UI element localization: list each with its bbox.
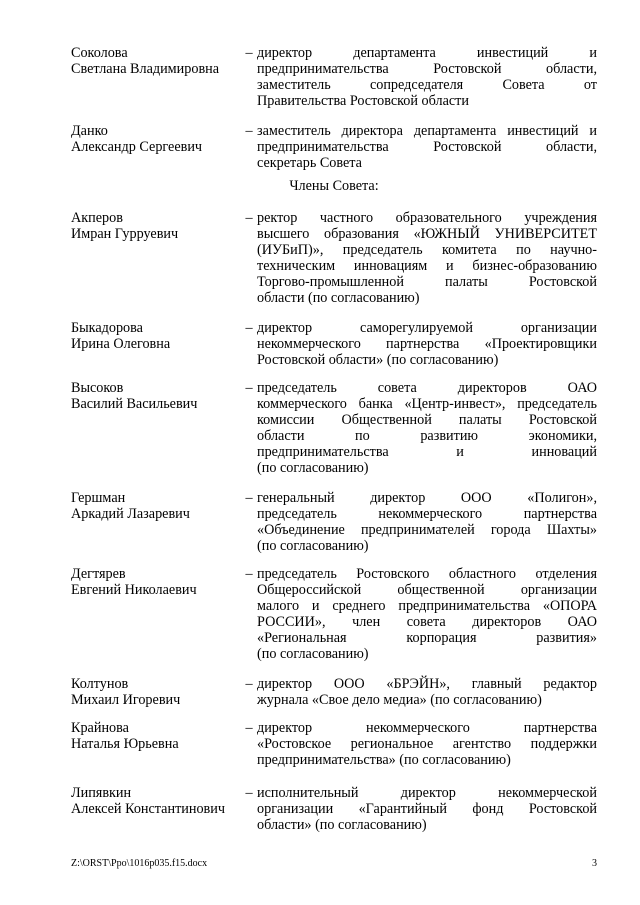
position-line: коммерческого банка «Центр-инвест», председатель bbox=[257, 396, 597, 412]
position-line: Общероссийской общественной организации bbox=[257, 582, 597, 598]
person-given-name: Светлана Владимировна bbox=[71, 61, 220, 77]
position-line: заместитель сопредседателя Совета от bbox=[257, 77, 597, 93]
position-line: «Региональная корпорация развития» bbox=[257, 630, 597, 646]
position-line: Ростовской области» (по согласованию) bbox=[257, 352, 499, 368]
person-position bbox=[257, 320, 597, 368]
position-line: ректор частного образовательного учреждения bbox=[257, 210, 597, 226]
person-given-name: Наталья Юрьевна bbox=[71, 736, 179, 752]
person-surname: Дегтярев bbox=[71, 566, 126, 582]
person-position bbox=[257, 123, 597, 171]
person-given-name: Василий Васильевич bbox=[71, 396, 198, 412]
person-surname: Колтунов bbox=[71, 676, 129, 692]
position-line: предпринимательства» (по согласованию) bbox=[257, 752, 511, 768]
position-line: Правительства Ростовской области bbox=[257, 93, 469, 109]
person-name bbox=[71, 320, 241, 352]
person-surname: Крайнова bbox=[71, 720, 129, 736]
person-surname: Быкадорова bbox=[71, 320, 143, 336]
position-line: (по согласованию) bbox=[257, 538, 369, 554]
entry-dash: – bbox=[245, 380, 253, 396]
person-surname: Липявкин bbox=[71, 785, 132, 801]
position-line: председатель некоммерческого партнерства bbox=[257, 506, 597, 522]
person-position bbox=[257, 490, 597, 554]
person-name bbox=[71, 720, 241, 752]
person-name bbox=[71, 566, 241, 598]
position-line: РОССИИ», член совета директоров ОАО bbox=[257, 614, 597, 630]
person-given-name: Александр Сергеевич bbox=[71, 139, 203, 155]
person-name bbox=[71, 45, 241, 77]
entry-dash: – bbox=[245, 210, 253, 226]
position-line: предпринимательства и инноваций bbox=[257, 444, 597, 460]
position-line: (по согласованию) bbox=[257, 646, 369, 662]
entry-dash: – bbox=[245, 720, 253, 736]
position-line: директор департамента инвестиций и bbox=[257, 45, 597, 61]
entry-dash: – bbox=[245, 676, 253, 692]
person-name bbox=[71, 123, 241, 155]
position-line: высшего образования «ЮЖНЫЙ УНИВЕРСИТЕТ bbox=[257, 226, 597, 242]
position-line: предпринимательства Ростовской области, bbox=[257, 139, 597, 155]
person-name bbox=[71, 785, 241, 817]
position-line: Торгово-промышленной палаты Ростовской bbox=[257, 274, 597, 290]
person-surname: Данко bbox=[71, 123, 108, 139]
entry-dash: – bbox=[245, 123, 253, 139]
person-surname: Гершман bbox=[71, 490, 126, 506]
person-given-name: Ирина Олеговна bbox=[71, 336, 171, 352]
person-name bbox=[71, 676, 241, 708]
person-name bbox=[71, 490, 241, 522]
position-line: директор ООО «БРЭЙН», главный редактор bbox=[257, 676, 597, 692]
position-line: предпринимательства Ростовской области, bbox=[257, 61, 597, 77]
position-line: области (по согласованию) bbox=[257, 290, 420, 306]
entry-dash: – bbox=[245, 785, 253, 801]
person-position bbox=[257, 380, 597, 476]
position-line: области» (по согласованию) bbox=[257, 817, 427, 833]
position-line: техническим инновациям и бизнес-образованию bbox=[257, 258, 597, 274]
person-position bbox=[257, 566, 597, 662]
position-line: исполнительный директор некоммерческой bbox=[257, 785, 597, 801]
footer-page-number: 3 bbox=[592, 858, 597, 869]
position-line: директор некоммерческого партнерства bbox=[257, 720, 597, 736]
position-line: заместитель директора департамента инвестиций и bbox=[257, 123, 597, 139]
position-line: журнала «Свое дело медиа» (по согласованию) bbox=[257, 692, 542, 708]
person-surname: Соколова bbox=[71, 45, 128, 61]
person-name bbox=[71, 380, 241, 412]
position-line: некоммерческого партнерства «Проектировщики bbox=[257, 336, 597, 352]
position-line: председатель Ростовского областного отделения bbox=[257, 566, 597, 582]
position-line: директор саморегулируемой организации bbox=[257, 320, 597, 336]
entry-dash: – bbox=[245, 320, 253, 336]
position-line: секретарь Совета bbox=[257, 155, 362, 171]
person-position bbox=[257, 676, 597, 708]
person-given-name: Михаил Игоревич bbox=[71, 692, 181, 708]
person-given-name: Аркадий Лазаревич bbox=[71, 506, 190, 522]
entry-dash: – bbox=[245, 490, 253, 506]
person-position bbox=[257, 720, 597, 768]
entry-dash: – bbox=[245, 566, 253, 582]
entry-dash: – bbox=[245, 45, 253, 61]
position-line: «Ростовское региональное агентство поддержки bbox=[257, 736, 597, 752]
person-position bbox=[257, 210, 597, 306]
person-surname: Высоков bbox=[71, 380, 124, 396]
position-line: комиссии Общественной палаты Ростовской bbox=[257, 412, 597, 428]
person-name bbox=[71, 210, 241, 242]
position-line: «Объединение предпринимателей города Шахты» bbox=[257, 522, 597, 538]
person-surname: Акперов bbox=[71, 210, 123, 226]
position-line: (по согласованию) bbox=[257, 460, 369, 476]
person-given-name: Имран Гурруевич bbox=[71, 226, 179, 242]
person-given-name: Евгений Николаевич bbox=[71, 582, 197, 598]
position-line: председатель совета директоров ОАО bbox=[257, 380, 597, 396]
position-line: организации «Гарантийный фонд Ростовской bbox=[257, 801, 597, 817]
person-position bbox=[257, 45, 597, 109]
position-line: малого и среднего предпринимательства «ОПОРА bbox=[257, 598, 597, 614]
position-line: генеральный директор ООО «Полигон», bbox=[257, 490, 597, 506]
section-heading: Члены Совета: bbox=[289, 178, 379, 194]
position-line: (ИУБиП)», председатель комитета по научно- bbox=[257, 242, 597, 258]
footer-file-path: Z:\ORST\Ppo\1016p035.f15.docx bbox=[71, 858, 208, 869]
person-position bbox=[257, 785, 597, 833]
position-line: области по развитию экономики, bbox=[257, 428, 597, 444]
person-given-name: Алексей Константинович bbox=[71, 801, 225, 817]
